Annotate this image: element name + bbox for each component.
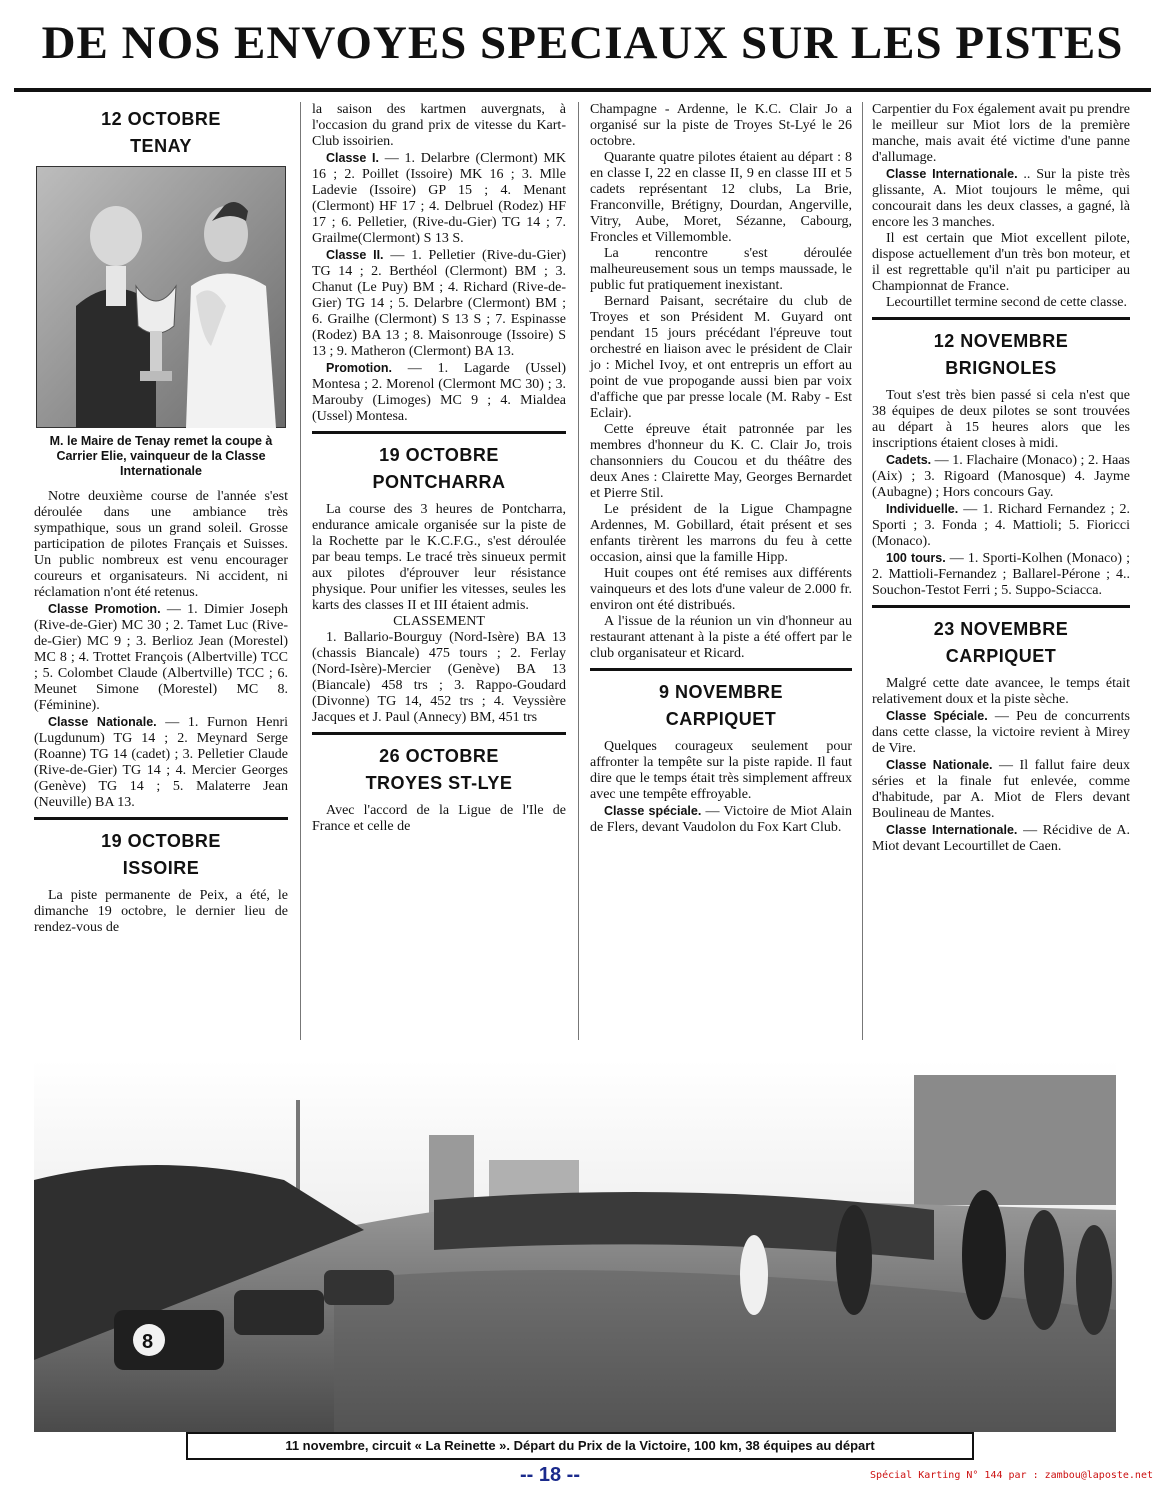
carpiquet-nov9-continued: Carpentier du Fox également avait pu prendre le meilleur sur Miot lors de la première manche, mais avait été victime d'une panne d'allumage. — [872, 102, 1130, 165]
race-start-photo — [34, 1060, 1116, 1432]
issoire-class1-results — [312, 150, 566, 247]
carpiquet-nov9-heading — [590, 668, 852, 739]
troyes-paragraph: A l'issue de la réunion un vin d'honneur au restaurant attenant à la piste a été offert par le club organisateur et Ricard. — [590, 614, 852, 661]
column-4 — [872, 102, 1130, 855]
brignoles-individuelle-label: Individuelle. — [886, 502, 959, 516]
issoire-class2-label: Classe II. — [326, 248, 384, 262]
pontcharra-place: PONTCHARRA — [372, 472, 506, 492]
carpiquet-nov23-speciale-text: — Peu de concurrents dans cette classe, la victoire revient à Mirey de Vire. — [872, 709, 1130, 756]
tenay-promotion-results — [34, 601, 288, 714]
issoire-class2-text: — 1. Pelletier (Rive-du-Gier) TG 14 ; 2. Berthéol (Clermont) BM ; 3. Chanut (Le Puy) BM ; 4. Richard (Rive-de-Gier) TG 14 ; 5. Delarbre (Clermont) BM ; 6. Grailhe (Clermont) S 13 S ; 7. Espinasse (Rodez) BA 13 ; 8. Maisonrouge (Issoire) S 13 ; 9. Matheron (Clermont) BA 13. — [312, 248, 566, 359]
troyes-intro: Avec l'accord de la Ligue de l'Ile de France et celle de — [312, 803, 566, 834]
tenay-intro: Notre deuxième course de l'année s'est déroulée dans une ambiance très sympathique, sous un grand soleil. Grosse participation de pilotes Français et Suisses. Un public nombreux est venu encourager coureurs et organisateurs. Ni accident, ni réclamation n'ont été retenus. — [34, 489, 288, 600]
issoire-promotion-results — [312, 360, 566, 425]
brignoles-100-tours — [872, 550, 1130, 599]
pontcharra-classement-label: CLASSEMENT — [393, 614, 485, 629]
page-number: -- 18 -- — [520, 1464, 580, 1486]
troyes-paragraph: Bernard Paisant, secrétaire du club de Troyes et son Président M. Guyard ont pendant 15 jours précédant l'épreuve tout orchestré en liaison avec le président de Clair jo : Michel Ivoy, et ont entrepris un effort au point de vue propogande aussi bien par voix d'affiche que par presse locale (M. Raby - Est Eclair). — [590, 294, 852, 421]
carpiquet-nov23-place: CARPIQUET — [945, 646, 1057, 666]
pontcharra-intro: La course des 3 heures de Pontcharra, endurance amicale organisée sur la piste de la Rochette par le K.C.F.G., s'est déroulée par beau temps. Le tracé très sinueux permit aux pilotes d'éprouver leur résistance physique. Pour unifier les vitesses, seules les karts des classes II et III étaient admis. — [312, 502, 566, 613]
carpiquet-nov23-speciale — [872, 708, 1130, 757]
tenay-promotion-text: — 1. Dimier Joseph (Rive-de-Gier) MC 30 ; 2. Tamet Luc (Rive-de-Gier) MC 9 ; 3. Berlioz Jean (Morestel) MC 8 ; 4. Trottet François (Albertville) TCC ; 5. Colombet Claude (Albertville) TCC ; 6. Meunet Simone (Morestel) MC 8. (Féminine). — [34, 602, 288, 713]
brignoles-date: 12 NOVEMBRE — [933, 331, 1069, 351]
issoire-class2-results — [312, 247, 566, 360]
brignoles-cadets-text: — 1. Flachaire (Monaco) ; 2. Haas (Aix) ; 3. Rigoard (Manosque) 4. Jayme (Aubagne) ; Hors concours Gay. — [872, 453, 1130, 500]
carpiquet-nov23-internationale — [872, 822, 1130, 855]
issoire-class1-label: Classe I. — [326, 151, 379, 165]
brignoles-individuelle — [872, 501, 1130, 550]
tenay-place: TENAY — [130, 136, 192, 156]
carpiquet-nov9-paragraph: Il est certain que Miot excellent pilote, dispose actuellement d'un très bon moteur, et il est regrettable qu'il n'ait pu participer au Championnat de France. — [872, 231, 1130, 294]
troyes-intro-continued: Champagne - Ardenne, le K.C. Clair Jo a organisé sur la piste de Troyes St-Lyé le 26 octobre. — [590, 102, 852, 149]
brignoles-cadets-label: Cadets. — [886, 453, 932, 467]
troyes-place: TROYES ST-LYE — [365, 773, 513, 793]
troyes-paragraph: Quarante quatre pilotes étaient au départ : 8 en classe I, 22 en classe II, 9 en classe III et 5 cadets représentant 12 clubs, La Brie, Franconville, Brétigny, Dourdan, Angerville, Vitry, Aube, Moret, Sézanne, Cabourg, Froncles et Villemomble. — [590, 150, 852, 245]
brignoles-cadets — [872, 452, 1130, 501]
troyes-paragraph: La rencontre s'est déroulée malheureusement sous un temps maussade, le public fut pratiquement inexistant. — [590, 246, 852, 293]
race-photo-caption: 11 novembre, circuit « La Reinette ». Départ du Prix de la Victoire, 100 km, 38 équipes au départ — [186, 1432, 974, 1460]
tenay-promotion-label: Classe Promotion. — [48, 602, 161, 616]
carpiquet-nov9-date: 9 NOVEMBRE — [658, 682, 784, 702]
issoire-place: ISSOIRE — [122, 858, 200, 878]
column-2 — [312, 102, 566, 835]
issoire-class1-text: — 1. Delarbre (Clermont) MK 16 ; 2. Poillet (Issoire) MK 16 ; 3. Mlle Ladevie (Issoire) GP 15 ; 4. Menant (Clermont) HF 17 ; 4. Delbruel (Rodez) HF 17 ; 6. Pelletier, (Rive-du-Gier) TG 14 ; 7. Grailme(Clermont) S 13 S. — [312, 151, 566, 246]
carpiquet-nov9-internationale-text: .. Sur la piste très glissante, A. Miot toujours le même, qui concourait dans les deux classes, a gagné, là encore les 3 manches. — [872, 167, 1130, 230]
troyes-date: 26 OCTOBRE — [379, 746, 499, 766]
carpiquet-nov23-nationale — [872, 757, 1130, 822]
carpiquet-nov9-intro: Quelques courageux seulement pour affronter la tempête sur la piste rapide. Il faut dire que le temps était très simplement affreux avec une tempête effroyable. — [590, 739, 852, 802]
issoire-intro-continued: la saison des kartmen auvergnats, à l'occasion du grand prix de vitesse du Kart-Club issoirien. — [312, 102, 566, 149]
issoire-intro: La piste permanente de Peix, a été, le dimanche 19 octobre, le dernier lieu de rendez-vous de — [34, 888, 288, 935]
troyes-paragraph: Le président de la Ligue Champagne Ardennes, M. Gobillard, était présent et ses enfants tirèrent les marrons du feu à cette occasion, ainsi que la famille Hipp. — [590, 502, 852, 565]
carpiquet-nov9-speciale — [590, 803, 852, 836]
issoire-promotion-text: — 1. Lagarde (Ussel) Montesa ; 2. Morenol (Clermont MC 30) ; 3. Marouby (Limoges) MC 9 ; 4. Mialdea (Ussel) Montesa. — [312, 361, 566, 424]
scan-credit: Spécial Karting N° 144 par : zambou@laposte.net — [870, 1470, 1153, 1481]
tenay-photo-caption: M. le Maire de Tenay remet la coupe à Carrier Elie, vainqueur de la Classe Internationale — [49, 434, 273, 478]
tenay-nationale-text: — 1. Furnon Henri (Lugdunum) TG 14 ; 2. Meynard Serge (Roanne) TG 14 (cadet) ; 3. Pelletier Claude (Rive-de-Gier) TG 14 ; 4. Mercier Georges (Genève) TG 14 ; 5. Malaterre Jean (Neuville) BA 13. — [34, 715, 289, 810]
brignoles-100-tours-label: 100 tours. — [886, 551, 946, 565]
brignoles-heading — [872, 317, 1130, 388]
tenay-nationale-label: Classe Nationale. — [48, 715, 157, 729]
carpiquet-nov23-date: 23 NOVEMBRE — [933, 619, 1069, 639]
carpiquet-nov9-paragraph: Lecourtillet termine second de cette classe. — [886, 295, 1128, 310]
brignoles-100-tours-text: — 1. Sporti-Kolhen (Monaco) ; 2. Mattioli-Fernandez ; Ballarel-Pérone ; 4.. Souchon-Testot Ferri ; 5. Suppo-Sciacca. — [872, 551, 1130, 598]
troyes-paragraph: Cette épreuve était patronnée par les membres d'honneur du K. C. Clair Jo, trois chansonniers du Coucou et du théâtre des deux Anes : Clairette May, Georges Bernardet et Pierre Stil. — [590, 422, 852, 501]
pontcharra-heading — [312, 431, 566, 502]
carpiquet-nov9-internationale-label: Classe Internationale. — [886, 167, 1018, 181]
carpiquet-nov9-place: CARPIQUET — [665, 709, 777, 729]
troyes-paragraph: Huit coupes ont été remises aux différents vainqueurs et des lots d'une valeur de 2.000 fr. environ ont été distribués. — [590, 566, 852, 613]
pontcharra-classement: 1. Ballario-Bourguy (Nord-Isère) BA 13 (chassis Biancale) 475 tours ; 2. Ferlay (Nord-Isère)-Mercier (Genève) BA 13 (Biancale) 458 trs ; 3. Rappo-Goudard (Divonne) TG 14, 452 trs ; 4. Veyssière Jacques et J. Paul (Annecy) BM, 451 trs — [312, 630, 566, 725]
carpiquet-nov23-internationale-label: Classe Internationale. — [886, 823, 1018, 837]
brignoles-intro: Tout s'est très bien passé si cela n'est que 38 équipes de deux pilotes se sont trouvées au départ à 15 heures alors que les inscriptions étaient closes à midi. — [872, 388, 1130, 451]
column-rule — [300, 102, 301, 1040]
carpiquet-nov23-nationale-label: Classe Nationale. — [886, 758, 993, 772]
issoire-promotion-label: Promotion. — [326, 361, 392, 375]
page-headline: DE NOS ENVOYES SPECIAUX SUR LES PISTES — [14, 8, 1151, 92]
carpiquet-nov9-speciale-label: Classe spéciale. — [604, 804, 702, 818]
troyes-heading — [312, 732, 566, 803]
tenay-heading — [34, 102, 288, 166]
kart-number: 8 — [142, 1331, 154, 1353]
column-rule — [578, 102, 579, 1040]
brignoles-individuelle-text: — 1. Richard Fernandez ; 2. Sporti ; 3. Fonda ; 4. Mattioli; 5. Fioricci (Monaco). — [872, 502, 1130, 549]
tenay-trophy-photo — [36, 166, 286, 428]
carpiquet-nov9-internationale — [872, 166, 1130, 231]
column-1 — [34, 102, 288, 936]
carpiquet-nov23-internationale-text: — Récidive de A. Miot devant Lecourtillet de Caen. — [872, 823, 1130, 854]
column-rule — [862, 102, 863, 1040]
carpiquet-nov23-speciale-label: Classe Spéciale. — [886, 709, 988, 723]
carpiquet-nov9-speciale-text: — Victoire de Miot Alain de Flers, devant Vaudolon du Fox Kart Club. — [590, 804, 852, 835]
column-3 — [590, 102, 852, 836]
tenay-nationale-results — [34, 714, 288, 811]
issoire-heading — [34, 817, 288, 888]
carpiquet-nov23-intro: Malgré cette date avancee, le temps était relativement doux et la piste sèche. — [872, 676, 1130, 707]
tenay-date: 12 OCTOBRE — [101, 109, 221, 129]
issoire-date: 19 OCTOBRE — [101, 831, 221, 851]
carpiquet-nov23-heading — [872, 605, 1130, 676]
carpiquet-nov23-nationale-text: — Il fallut faire deux séries et la finale fut enlevée, comme d'habitude, par A. Miot de Flers devant Boulineau de Mantes. — [872, 758, 1131, 821]
brignoles-place: BRIGNOLES — [945, 358, 1057, 378]
pontcharra-date: 19 OCTOBRE — [379, 445, 499, 465]
